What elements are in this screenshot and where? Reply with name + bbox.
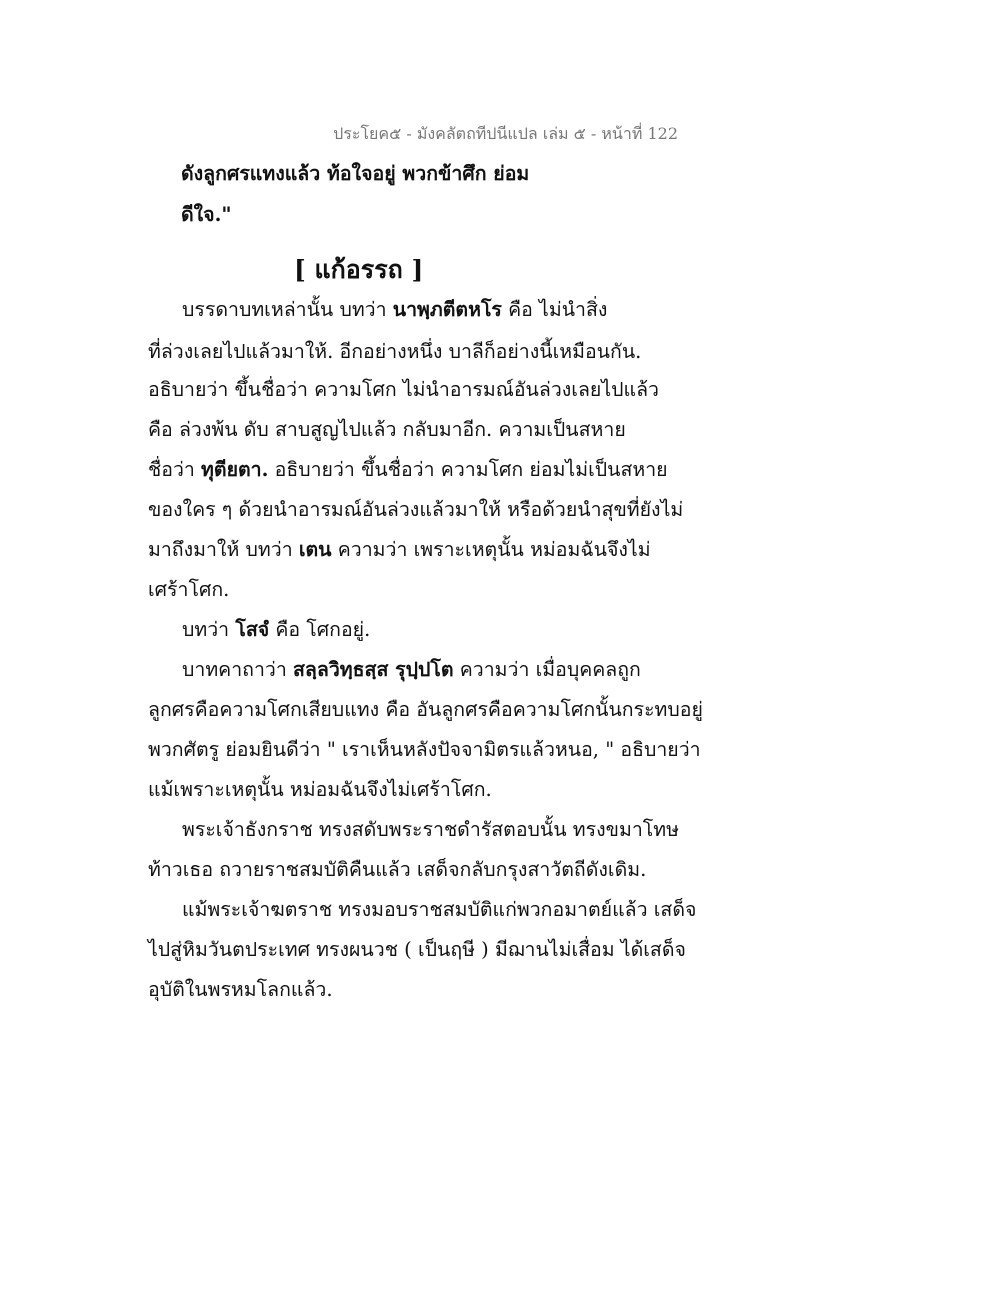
- paragraph-4-line-2: ท้าวเธอ ถวายราชสมบัติคืนแล้ว เสด็จกลับกรุงสาวัตถีดังเดิม.: [148, 858, 647, 881]
- paragraph-3-line-2: ลูกศรคือความโศกเสียบแทง คือ อันลูกศรคือความโศกนั้นกระทบอยู่: [148, 698, 703, 721]
- text-span: บทว่า: [182, 618, 236, 641]
- paragraph-5-line-3: อุบัติในพรหมโลกแล้ว.: [148, 978, 333, 1001]
- paragraph-5-line-2: ไปสู่หิมวันตประเทศ ทรงผนวช ( เป็นฤษี ) มีฌานไม่เสื่อม ได้เสด็จ: [148, 938, 686, 961]
- verse-line-2: ดีใจ.": [181, 203, 232, 226]
- paragraph-3-line-4: แม้เพราะเหตุนั้น หม่อมฉันจึงไม่เศร้าโศก.: [148, 778, 492, 801]
- text-span: บาทคาถาว่า: [182, 658, 294, 681]
- text-span: ความว่า เพราะเหตุนั้น หม่อมฉันจึงไม่: [331, 538, 651, 561]
- paragraph-1-line-6: ของใคร ๆ ด้วยนำอารมณ์อันล่วงแล้วมาให้ หรือด้วยนำสุขที่ยังไม่: [148, 498, 684, 521]
- pali-term: สลฺลวิทฺธสฺส รุปฺปโต: [293, 658, 454, 681]
- paragraph-1-line-5: [148, 458, 668, 481]
- paragraph-1-line-4: คือ ล่วงพ้น ดับ สาบสูญไปแล้ว กลับมาอีก. ความเป็นสหาย: [148, 418, 626, 441]
- paragraph-1-line-7: [148, 538, 651, 561]
- verse-line-1: ดังลูกศรแทงแล้ว ท้อใจอยู่ พวกข้าศึก ย่อม: [181, 162, 530, 185]
- paragraph-2-line-1: [182, 618, 370, 641]
- paragraph-4-line-1: พระเจ้าธังกราช ทรงสดับพระราชดำรัสตอบนั้น ทรงขมาโทษ: [182, 818, 679, 841]
- text-span: ชื่อว่า: [148, 458, 202, 481]
- text-span: บรรดาบทเหล่านั้น บทว่า: [182, 298, 393, 321]
- pali-term: นาพฺภตีตหโร: [392, 298, 502, 321]
- pali-term: ทุตียตา.: [201, 458, 269, 481]
- page-header: ประโยค๕ - มังคลัตถทีปนีแปล เล่ม ๕ - หน้าที่ 122: [333, 124, 678, 143]
- paragraph-3-line-1: [182, 658, 641, 681]
- section-heading: [ แก้อรรถ ]: [294, 255, 424, 284]
- pali-term: เตน: [298, 538, 332, 561]
- text-span: อธิบายว่า ขึ้นชื่อว่า ความโศก ย่อมไม่เป็นสหาย: [268, 458, 668, 481]
- text-span: คือ ไม่นำสิ่ง: [501, 298, 608, 321]
- text-span: มาถึงมาให้ บทว่า: [148, 538, 299, 561]
- paragraph-1-line-3: อธิบายว่า ขึ้นชื่อว่า ความโศก ไม่นำอารมณ์อันล่วงเลยไปแล้ว: [148, 378, 659, 401]
- text-span: ความว่า เมื่อบุคคลถูก: [453, 658, 641, 681]
- pali-term: โสจํ: [235, 618, 270, 641]
- paragraph-3-line-3: พวกศัตรู ย่อมยินดีว่า " เราเห็นหลังปัจจามิตรแล้วหนอ, " อธิบายว่า: [148, 738, 701, 761]
- paragraph-1-line-2: ที่ล่วงเลยไปแล้วมาให้. อีกอย่างหนึ่ง บาลีก็อย่างนี้เหมือนกัน.: [148, 340, 642, 363]
- text-span: คือ โศกอยู่.: [269, 618, 371, 641]
- paragraph-1-line-1: [182, 298, 607, 321]
- paragraph-5-line-1: แม้พระเจ้าฆตราช ทรงมอบราชสมบัติแก่พวกอมาตย์แล้ว เสด็จ: [182, 898, 697, 921]
- paragraph-1-line-8: เศร้าโศก.: [148, 578, 230, 601]
